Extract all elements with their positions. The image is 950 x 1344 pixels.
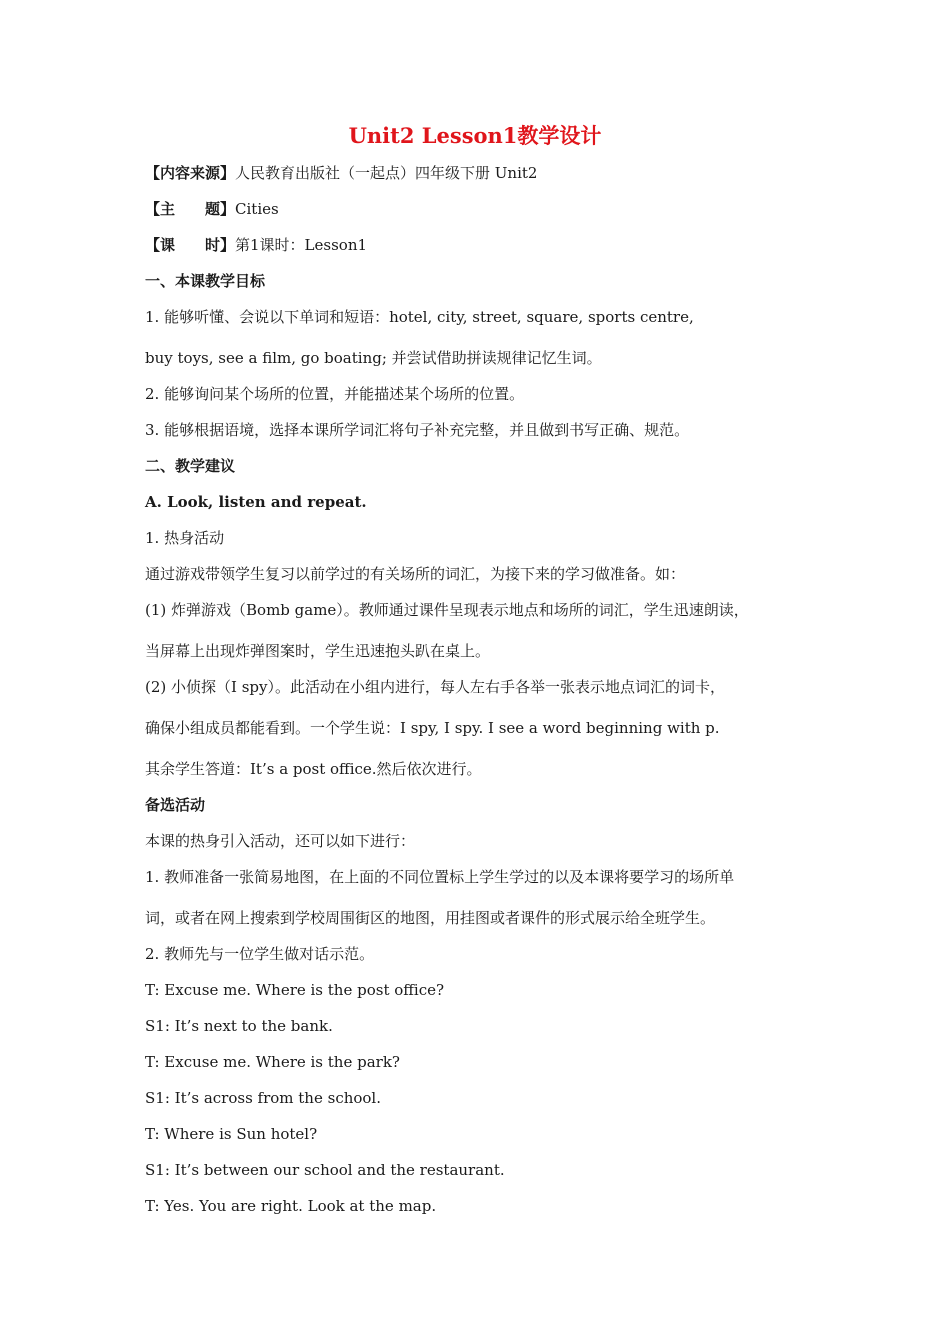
warmup-line: (1) 炸弹游戏（Bomb game）。教师通过课件呈现表示地点和场所的词汇，学生迅速朗读， xyxy=(145,601,749,619)
meta-topic xyxy=(145,199,825,219)
optional-line: 词，或者在网上搜索到学校周围街区的地图，用挂图或者课件的形式展示给全班学生。 xyxy=(145,909,716,927)
section2-subheading: A. Look, listen and repeat. xyxy=(145,493,367,511)
dialogue-line: S1: It’s across from the school. xyxy=(145,1089,382,1107)
dialogue-line: T: Yes. You are right. Look at the map. xyxy=(145,1197,437,1215)
document-title: Unit2 Lesson1教学设计 xyxy=(348,123,602,148)
meta-period xyxy=(145,235,825,255)
dialogue-line: S1: It’s next to the bank. xyxy=(145,1017,333,1035)
objective-line: 3. 能够根据语境，选择本课所学词汇将句子补充完整，并且做到书写正确、规范。 xyxy=(145,421,690,439)
meta-period-value: 第1课时：Lesson1 xyxy=(235,236,368,254)
meta-source-label: 【内容来源】 xyxy=(145,164,236,182)
meta-source xyxy=(145,163,825,183)
section1-heading: 一、本课教学目标 xyxy=(145,272,266,290)
warmup-line: 当屏幕上出现炸弹图案时，学生迅速抱头趴在桌上。 xyxy=(145,642,491,660)
objective-line: 1. 能够听懂、会说以下单词和短语：hotel, city, street, square, sports centre, xyxy=(145,308,694,326)
dialogue-line: T: Where is Sun hotel? xyxy=(145,1125,318,1143)
dialogue-line: T: Excuse me. Where is the post office? xyxy=(145,981,445,999)
warmup-line: 其余学生答道：It’s a post office.然后依次进行。 xyxy=(145,760,482,778)
section2-heading: 二、教学建议 xyxy=(145,457,236,475)
objective-line: 2. 能够询问某个场所的位置，并能描述某个场所的位置。 xyxy=(145,385,525,403)
warmup-line: (2) 小侦探（I spy）。此活动在小组内进行，每人左右手各举一张表示地点词汇的词卡， xyxy=(145,678,725,696)
dialogue-line: S1: It’s between our school and the restaurant. xyxy=(145,1161,505,1179)
warmup-line: 通过游戏带领学生复习以前学过的有关场所的词汇，为接下来的学习做准备。如： xyxy=(145,565,686,583)
objective-line: buy toys, see a film, go boating; 并尝试借助拼读规律记忆生词。 xyxy=(145,349,602,367)
optional-line: 2. 教师先与一位学生做对话示范。 xyxy=(145,945,375,963)
meta-topic-label: 【主 题】 xyxy=(145,200,236,218)
meta-period-label: 【课 时】 xyxy=(145,236,236,254)
optional-line: 1. 教师准备一张简易地图，在上面的不同位置标上学生学过的以及本课将要学习的场所单 xyxy=(145,868,735,886)
warmup-line: 确保小组成员都能看到。一个学生说：I spy, I spy. I see a word beginning with p. xyxy=(145,719,720,737)
optional-heading: 备选活动 xyxy=(145,796,206,814)
optional-line: 本课的热身引入活动，还可以如下进行： xyxy=(145,832,416,850)
dialogue-line: T: Excuse me. Where is the park? xyxy=(145,1053,400,1071)
warmup-title: 1. 热身活动 xyxy=(145,529,225,547)
meta-source-value: 人民教育出版社（一起点）四年级下册 Unit2 xyxy=(235,164,538,182)
meta-topic-value: Cities xyxy=(235,200,279,218)
